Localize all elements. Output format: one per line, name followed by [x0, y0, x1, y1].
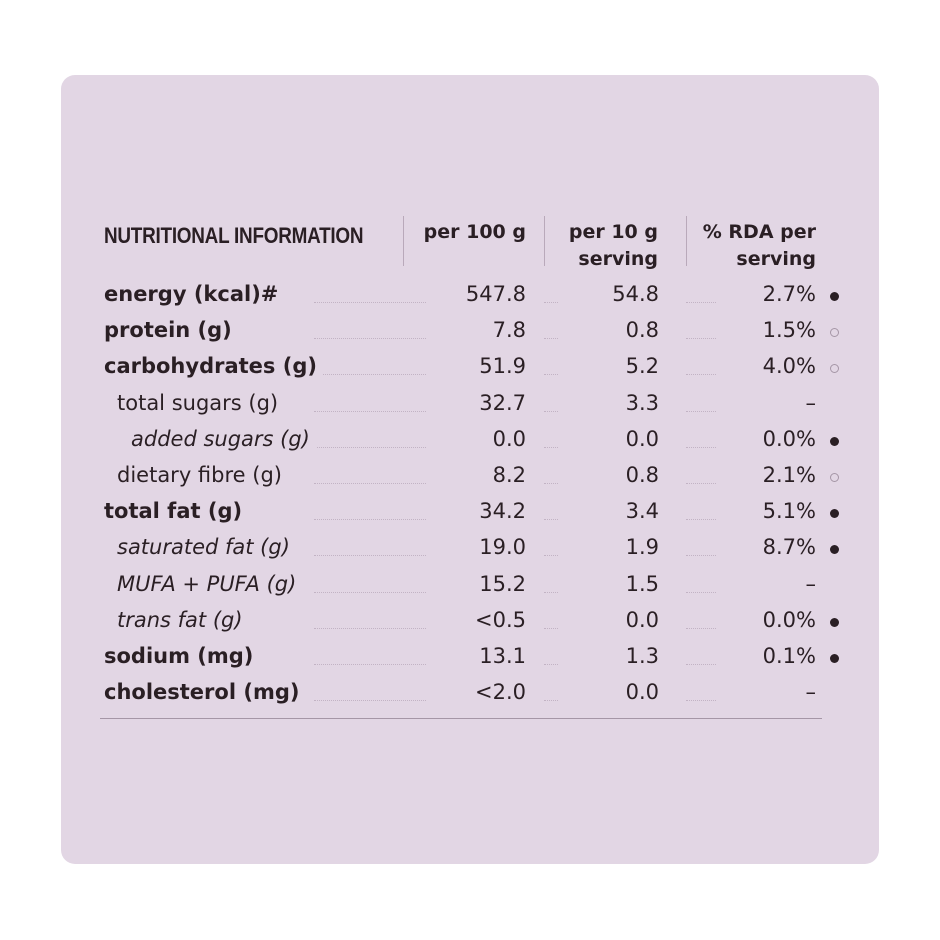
value-per-serving: 0.0	[559, 427, 659, 451]
value-per-100g: 34.2	[426, 499, 526, 523]
header-per-serving	[544, 219, 658, 271]
value-rda: 4.0%	[716, 354, 816, 378]
table-header	[104, 216, 844, 268]
nutrition-rows	[104, 278, 844, 712]
header-divider-3	[686, 216, 687, 266]
nutrient-label: MUFA + PUFA (g)	[117, 572, 302, 596]
nutrient-label: trans fat (g)	[117, 608, 249, 632]
value-per-serving: 1.9	[559, 535, 659, 559]
value-rda: 8.7%	[716, 535, 816, 559]
value-per-100g: 19.0	[426, 535, 526, 559]
nutrition-row	[104, 640, 844, 676]
nutrition-row	[104, 350, 844, 386]
filled-dot-icon	[830, 292, 839, 301]
filled-dot-icon	[830, 618, 839, 627]
nutrition-row	[104, 531, 844, 567]
value-rda: 2.7%	[716, 282, 816, 306]
nutrient-label: energy (kcal)#	[104, 282, 284, 306]
value-rda: –	[716, 391, 816, 415]
value-per-100g: 0.0	[426, 427, 526, 451]
value-per-serving: 0.8	[559, 463, 659, 487]
value-rda: 2.1%	[716, 463, 816, 487]
value-per-serving: 54.8	[559, 282, 659, 306]
header-per-serving-line2: serving	[578, 248, 658, 270]
header-per-100g-label: per 100 g	[423, 221, 526, 243]
nutrition-row	[104, 495, 844, 531]
filled-dot-icon	[830, 437, 839, 446]
value-rda: –	[716, 572, 816, 596]
nutrition-row	[104, 423, 844, 459]
nutrition-row	[104, 314, 844, 350]
value-rda: 5.1%	[716, 499, 816, 523]
header-rda	[686, 219, 816, 271]
value-rda: 0.0%	[716, 427, 816, 451]
value-per-serving: 1.3	[559, 644, 659, 668]
header-rda-line2: serving	[736, 248, 816, 270]
value-per-100g: <0.5	[426, 608, 526, 632]
value-per-100g: <2.0	[426, 680, 526, 704]
nutrient-label: sodium (mg)	[104, 644, 259, 668]
value-per-100g: 547.8	[426, 282, 526, 306]
nutrient-label: dietary fibre (g)	[117, 463, 288, 487]
value-per-100g: 8.2	[426, 463, 526, 487]
header-per-100g	[404, 219, 526, 271]
nutrient-label: total fat (g)	[104, 499, 248, 523]
nutrition-row	[104, 459, 844, 495]
value-per-100g: 15.2	[426, 572, 526, 596]
hollow-dot-icon	[830, 364, 839, 373]
value-per-100g: 51.9	[426, 354, 526, 378]
filled-dot-icon	[830, 654, 839, 663]
value-rda: –	[716, 680, 816, 704]
nutrition-row	[104, 568, 844, 604]
value-rda: 0.0%	[716, 608, 816, 632]
header-rda-line1: % RDA per	[702, 221, 816, 243]
table-title: NUTRITIONAL INFORMATION	[104, 223, 364, 248]
nutrient-label: carbohydrates (g)	[104, 354, 323, 378]
filled-dot-icon	[830, 509, 839, 518]
header-per-serving-line1: per 10 g	[568, 221, 658, 243]
hollow-dot-icon	[830, 473, 839, 482]
value-per-serving: 3.3	[559, 391, 659, 415]
table-bottom-rule	[100, 718, 822, 719]
hollow-dot-icon	[830, 328, 839, 337]
nutrient-label: saturated fat (g)	[117, 535, 296, 559]
value-per-serving: 0.0	[559, 680, 659, 704]
value-rda: 1.5%	[716, 318, 816, 342]
nutrient-label: protein (g)	[104, 318, 238, 342]
value-per-serving: 1.5	[559, 572, 659, 596]
nutrition-row	[104, 604, 844, 640]
value-per-100g: 32.7	[426, 391, 526, 415]
value-per-100g: 7.8	[426, 318, 526, 342]
header-divider-2	[544, 216, 545, 266]
filled-dot-icon	[830, 545, 839, 554]
nutrition-row	[104, 387, 844, 423]
header-divider-1	[403, 216, 404, 266]
value-per-serving: 5.2	[559, 354, 659, 378]
nutrient-label: total sugars (g)	[117, 391, 284, 415]
value-per-serving: 0.0	[559, 608, 659, 632]
value-rda: 0.1%	[716, 644, 816, 668]
nutrient-label: cholesterol (mg)	[104, 680, 305, 704]
value-per-serving: 3.4	[559, 499, 659, 523]
nutrition-row	[104, 278, 844, 314]
value-per-100g: 13.1	[426, 644, 526, 668]
nutrient-label: added sugars (g)	[131, 427, 316, 451]
nutrition-row	[104, 676, 844, 712]
value-per-serving: 0.8	[559, 318, 659, 342]
